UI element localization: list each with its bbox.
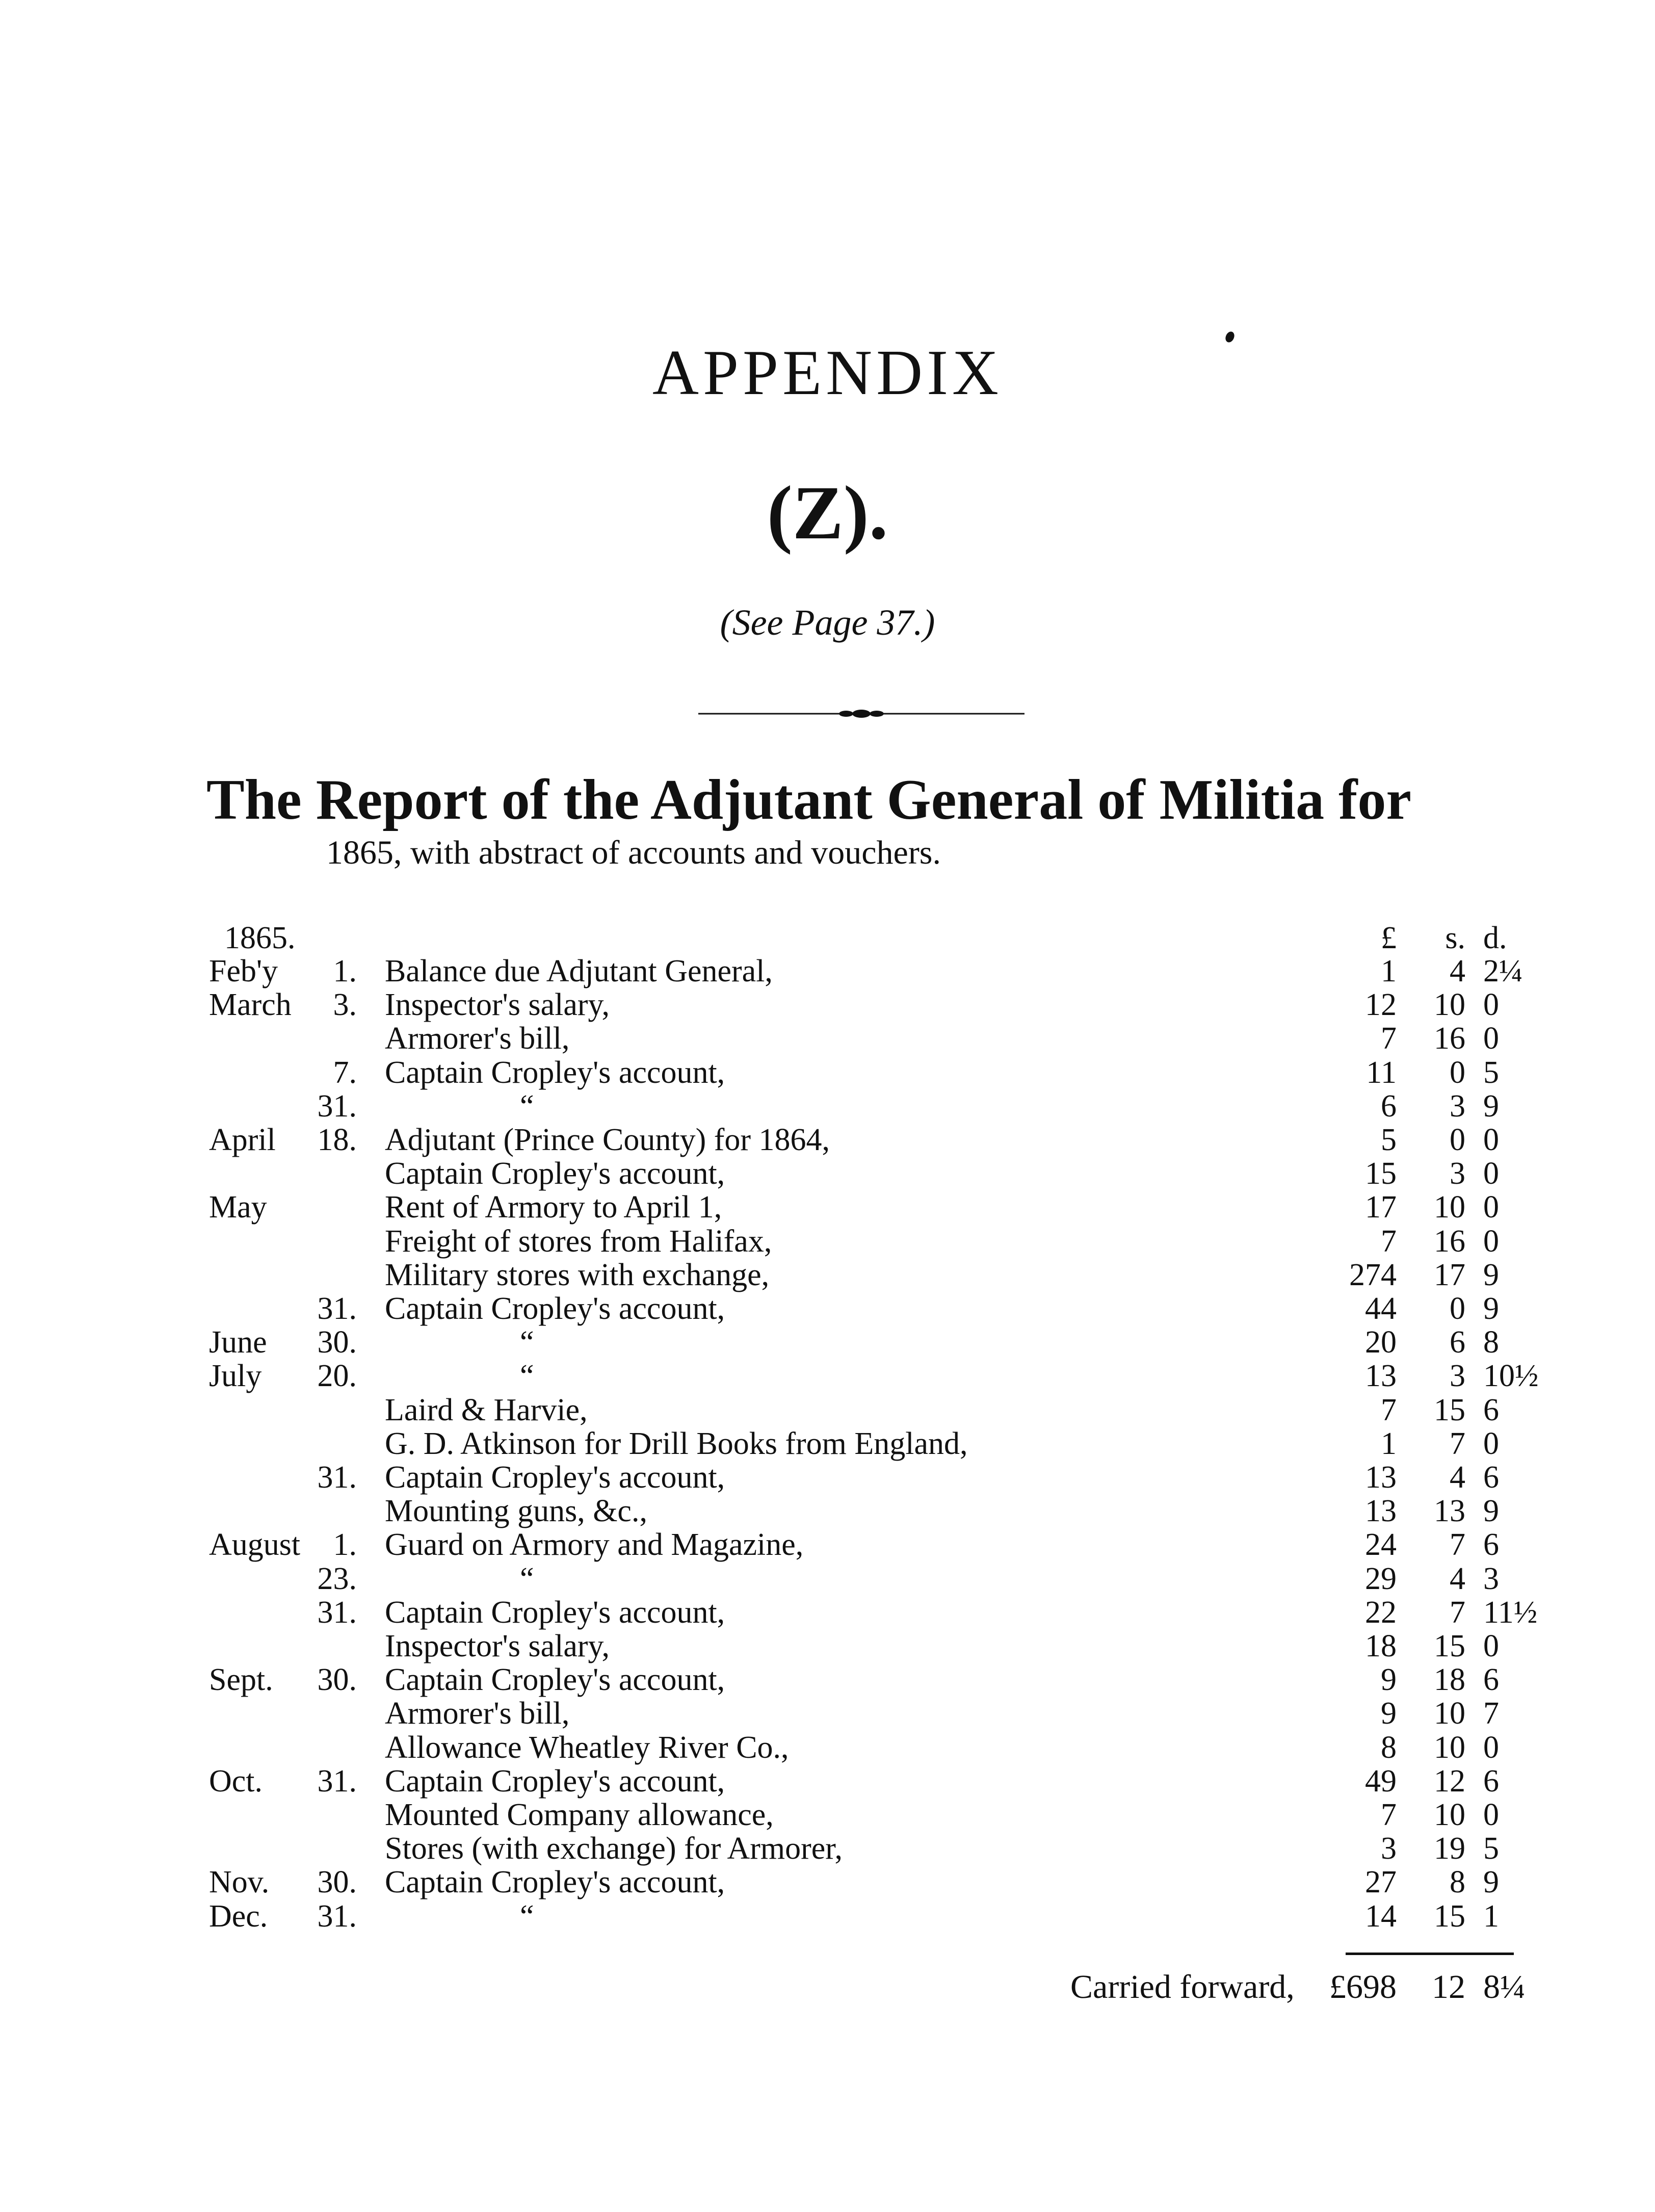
year-header: 1865. [224,921,296,955]
entry-date [209,1730,377,1765]
entry-date [209,987,377,1023]
entry-month: June [209,1325,267,1360]
entry-pounds: 17 [1365,1190,1397,1225]
entry-description: Freight of stores from Halifax, [385,1224,772,1259]
entry-pence: 8 [1483,1325,1499,1360]
appendix-letter: (Z). [767,471,888,555]
entry-shillings: 4 [1450,1562,1465,1596]
entry-pence: 6 [1483,1662,1499,1697]
entry-pence: 0 [1483,1224,1499,1259]
entry-date [209,1392,377,1428]
entry-description: Captain Cropley's account, [385,1291,725,1326]
entry-shillings: 7 [1450,1527,1465,1562]
entry-description: Inspector's salary, [385,987,610,1022]
entry-pence: 7 [1483,1696,1499,1731]
entry-month: Nov. [209,1865,270,1899]
entry-pounds: 22 [1365,1595,1397,1630]
entry-day: 30. [317,1325,357,1360]
entry-description: “ [520,1089,534,1124]
entry-description: Captain Cropley's account, [385,1865,725,1899]
entry-shillings: 0 [1450,1291,1465,1326]
entry-shillings: 16 [1434,1224,1465,1259]
entry-day: 31. [317,1291,357,1326]
entry-shillings: 12 [1434,1764,1465,1799]
entry-pence: 6 [1483,1460,1499,1495]
entry-pence: 0 [1483,1426,1499,1461]
entry-day: 23. [317,1562,357,1596]
entry-pounds: 8 [1381,1730,1397,1765]
entry-pounds: 27 [1365,1865,1397,1899]
entry-pence: 5 [1483,1055,1499,1090]
entry-pence: 0 [1483,1730,1499,1765]
entry-description: Balance due Adjutant General, [385,954,773,988]
entry-description: Armorer's bill, [385,1021,570,1056]
entry-pounds: 13 [1365,1460,1397,1495]
entry-pence: 9 [1483,1494,1499,1528]
entry-shillings: 15 [1434,1629,1465,1663]
entry-description: Laird & Harvie, [385,1393,588,1427]
entry-description: “ [520,1899,534,1934]
entry-pence: 2¼ [1483,954,1523,988]
entry-date [209,1561,377,1597]
entry-date [209,1021,377,1056]
appendix-title: APPENDIX [652,337,1003,408]
entry-day: 30. [317,1662,357,1697]
entry-date [209,1628,377,1664]
entry-day: 31. [317,1899,357,1934]
entry-shillings: 6 [1450,1325,1465,1360]
entry-pounds: 15 [1365,1156,1397,1191]
carried-forward-shillings: 12 [1432,1968,1465,2006]
entry-pounds: 9 [1381,1696,1397,1731]
entry-pounds: 1 [1381,954,1397,988]
entry-pence: 0 [1483,1629,1499,1663]
entry-pounds: 7 [1381,1393,1397,1427]
entry-pounds: 49 [1365,1764,1397,1799]
entry-pence: 0 [1483,1156,1499,1191]
entry-date [209,1595,377,1630]
entry-day: 1. [333,954,357,988]
entry-pounds: 44 [1365,1291,1397,1326]
entry-date [209,1088,377,1124]
entry-date [209,1358,377,1394]
entry-shillings: 17 [1434,1258,1465,1292]
entry-date [209,1460,377,1495]
entry-month: July [209,1359,262,1393]
entry-pounds: 24 [1365,1527,1397,1562]
entry-description: Captain Cropley's account, [385,1156,725,1191]
entry-shillings: 0 [1450,1123,1465,1157]
entry-pounds: 29 [1365,1562,1397,1596]
entry-description: Mounted Company allowance, [385,1798,774,1832]
report-title: The Report of the Adjutant General of Militia for [206,768,1412,831]
entry-pounds: 12 [1365,987,1397,1022]
entry-description: Allowance Wheatley River Co., [385,1730,789,1765]
entry-shillings: 13 [1434,1494,1465,1528]
entry-shillings: 3 [1450,1156,1465,1191]
entry-month: Dec. [209,1899,268,1934]
entry-shillings: 7 [1450,1595,1465,1630]
entry-date [209,1189,377,1225]
entry-date [209,1527,377,1563]
entry-pence: 11½ [1483,1595,1538,1630]
entry-pence: 0 [1483,1190,1499,1225]
entry-description: Captain Cropley's account, [385,1595,725,1630]
entry-date [209,953,377,989]
entry-shillings: 10 [1434,1730,1465,1765]
entry-date [209,1493,377,1529]
entry-shillings: 8 [1450,1865,1465,1899]
total-rule [1346,1953,1514,1955]
entry-date [209,1662,377,1698]
entry-month: August [209,1527,301,1562]
entry-day: 31. [317,1764,357,1799]
entry-date [209,1696,377,1731]
entry-date [209,1797,377,1833]
entry-pounds: 14 [1365,1899,1397,1934]
carried-forward-pence: 8¼ [1483,1968,1526,2006]
entry-description: Captain Cropley's account, [385,1460,725,1495]
entry-date [209,1864,377,1900]
entry-pounds: 20 [1365,1325,1397,1360]
entry-pounds: 7 [1381,1224,1397,1259]
entry-month: May [209,1190,267,1225]
entry-day: 31. [317,1089,357,1124]
entry-pence: 0 [1483,1123,1499,1157]
entry-pounds: 5 [1381,1123,1397,1157]
entry-month: April [209,1123,276,1157]
entry-pence: 1 [1483,1899,1499,1934]
entry-pounds: 13 [1365,1359,1397,1393]
entry-pounds: 274 [1349,1258,1397,1292]
pounds-header: £ [1381,921,1397,955]
entry-shillings: 19 [1434,1831,1465,1866]
entry-description: Armorer's bill, [385,1696,570,1731]
entry-description: “ [520,1562,534,1596]
entry-pence: 9 [1483,1865,1499,1899]
entry-description: Stores (with exchange) for Armorer, [385,1831,843,1866]
entry-pence: 10½ [1483,1359,1539,1393]
entry-day: 31. [317,1460,357,1495]
entry-shillings: 10 [1434,1798,1465,1832]
entry-pounds: 18 [1365,1629,1397,1663]
entry-date [209,1156,377,1191]
entry-month: March [209,987,292,1022]
entry-pounds: 1 [1381,1426,1397,1461]
entry-month: Sept. [209,1662,273,1697]
entry-date [209,1257,377,1293]
entry-day: 18. [317,1123,357,1157]
entry-description: “ [520,1325,534,1360]
entry-description: Captain Cropley's account, [385,1764,725,1799]
entry-description: Inspector's salary, [385,1629,610,1663]
entry-shillings: 0 [1450,1055,1465,1090]
entry-date [209,1426,377,1462]
entry-month: Feb'y [209,954,278,988]
entry-pence: 0 [1483,1798,1499,1832]
entry-shillings: 10 [1434,1696,1465,1731]
entry-pence: 9 [1483,1258,1499,1292]
entry-pounds: 13 [1365,1494,1397,1528]
entry-description: Guard on Armory and Magazine, [385,1527,804,1562]
entry-description: G. D. Atkinson for Drill Books from England, [385,1426,968,1461]
entry-pence: 6 [1483,1764,1499,1799]
entry-shillings: 15 [1434,1899,1465,1934]
entry-date [209,1224,377,1259]
entry-pence: 6 [1483,1527,1499,1562]
entry-pence: 3 [1483,1562,1499,1596]
entry-description: Rent of Armory to April 1, [385,1190,722,1225]
entry-date [209,1898,377,1934]
entry-day: 7. [333,1055,357,1090]
entry-description: Captain Cropley's account, [385,1662,725,1697]
entry-day: 1. [333,1527,357,1562]
entry-description: Mounting guns, &c., [385,1494,647,1528]
pence-header: d. [1483,921,1507,955]
entry-shillings: 3 [1450,1359,1465,1393]
entry-day: 30. [317,1865,357,1899]
entry-day: 3. [333,987,357,1022]
entry-pounds: 7 [1381,1021,1397,1056]
ornament-divider [698,709,1024,719]
entry-pounds: 3 [1381,1831,1397,1866]
entry-pounds: 11 [1366,1055,1397,1090]
entry-pounds: 6 [1381,1089,1397,1124]
entry-shillings: 7 [1450,1426,1465,1461]
entry-shillings: 4 [1450,1460,1465,1495]
entry-date [209,1831,377,1866]
carried-forward-label: Carried forward, [1070,1968,1295,2006]
entry-description: “ [520,1359,534,1393]
entry-description: Adjutant (Prince County) for 1864, [385,1123,830,1157]
entry-month: Oct. [209,1764,263,1799]
carried-forward-pounds: £698 [1329,1968,1397,2006]
entry-date [209,1763,377,1799]
shillings-header: s. [1445,921,1465,955]
entry-day: 31. [317,1595,357,1630]
entry-shillings: 4 [1450,954,1465,988]
entry-pence: 9 [1483,1291,1499,1326]
entry-date [209,1324,377,1360]
entry-description: Captain Cropley's account, [385,1055,725,1090]
entry-day: 20. [317,1359,357,1393]
entry-pounds: 9 [1381,1662,1397,1697]
entry-date [209,1055,377,1090]
entry-shillings: 3 [1450,1089,1465,1124]
entry-shillings: 16 [1434,1021,1465,1056]
entry-description: Military stores with exchange, [385,1258,770,1292]
entry-shillings: 10 [1434,987,1465,1022]
entry-shillings: 15 [1434,1393,1465,1427]
entry-pence: 0 [1483,1021,1499,1056]
entry-pence: 0 [1483,987,1499,1022]
report-subtitle: 1865, with abstract of accounts and vouchers. [326,834,941,871]
entry-date [209,1291,377,1326]
entry-pence: 6 [1483,1393,1499,1427]
entry-shillings: 18 [1434,1662,1465,1697]
entry-shillings: 10 [1434,1190,1465,1225]
entry-pence: 5 [1483,1831,1499,1866]
entry-pounds: 7 [1381,1798,1397,1832]
entry-date [209,1122,377,1158]
see-page-reference: (See Page 37.) [720,602,935,643]
entry-pence: 9 [1483,1089,1499,1124]
